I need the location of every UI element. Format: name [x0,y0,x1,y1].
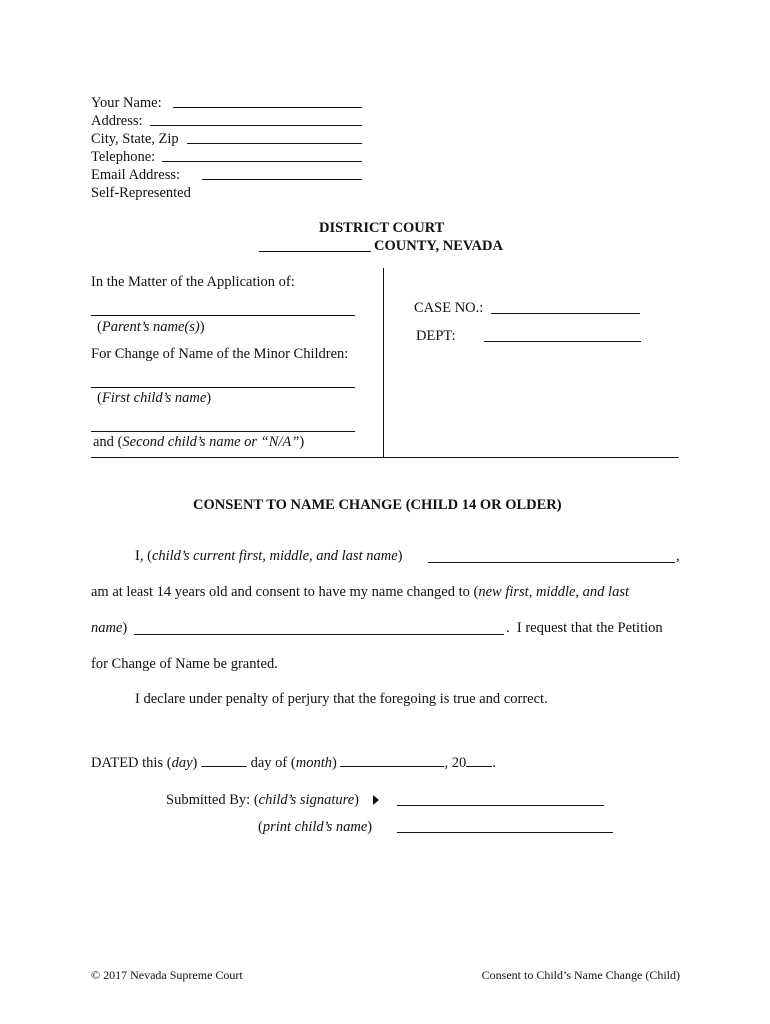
paragraph-line-3-start: name) [91,620,128,636]
city-state-zip-row: City, State, Zip [91,131,179,147]
dept-label: DEPT: [416,328,456,344]
address-row: Address: [91,113,143,129]
day-field[interactable] [201,753,247,767]
footer-form-title: Consent to Child’s Name Change (Child) [481,968,680,982]
declaration: I declare under penalty of perjury that the foregoing is true and correct. [135,691,548,707]
county-field[interactable] [259,251,371,252]
second-child-field[interactable] [91,431,355,432]
comma: , [676,548,680,564]
county-label: COUNTY, NEVADA [374,238,503,254]
parents-name-caption: (Parent’s name(s)) [97,319,205,335]
address-field[interactable] [150,125,362,126]
childs-signature-field[interactable] [397,805,604,806]
your-name-field[interactable] [173,107,362,108]
new-name-field[interactable] [134,634,504,635]
telephone-row: Telephone: [91,149,156,165]
parents-name-field[interactable] [91,315,355,316]
paragraph-line-4: for Change of Name be granted. [91,656,278,672]
caption-divider [383,268,384,458]
dept-field[interactable] [484,341,641,342]
first-child-field[interactable] [91,387,355,388]
year-field[interactable] [466,753,492,767]
current-name-field[interactable] [428,562,675,563]
submitted-by-row: Submitted By: (child’s signature) [166,791,389,809]
first-child-caption: (First child’s name) [97,390,212,406]
telephone-field[interactable] [162,161,362,162]
footer-copyright: © 2017 Nevada Supreme Court [91,968,243,982]
for-change-label: For Change of Name of the Minor Children: [91,346,349,362]
your-name-row: Your Name: [91,95,162,111]
city-state-zip-field[interactable] [187,143,362,144]
print-childs-name-field[interactable] [397,832,613,833]
second-child-caption: and (Second child’s name or “N/A”) [93,434,305,450]
paragraph-line-1: I, (child’s current first, middle, and last name) [135,548,403,564]
print-name-row: (print child’s name) [258,819,373,835]
email-row: Email Address: [91,167,181,183]
self-represented-label: Self-Represented [91,185,191,201]
caption-bottom-line [91,457,679,458]
matter-of-label: In the Matter of the Application of: [91,274,295,290]
court-title: DISTRICT COURT [319,220,445,236]
case-no-label: CASE NO.: [414,300,484,316]
paragraph-line-2: am at least 14 years old and consent to have my name changed to (new first, middle, and last [91,584,630,600]
case-no-field[interactable] [491,313,640,314]
arrow-right-icon [373,795,379,805]
dated-line: DATED this (day) day of (month) , 20 . [91,755,496,771]
month-field[interactable] [340,753,444,767]
email-field[interactable] [202,179,362,180]
paragraph-line-3-end: . I request that the Petition [506,620,663,636]
document-title: CONSENT TO NAME CHANGE (CHILD 14 OR OLDER) [193,497,562,513]
